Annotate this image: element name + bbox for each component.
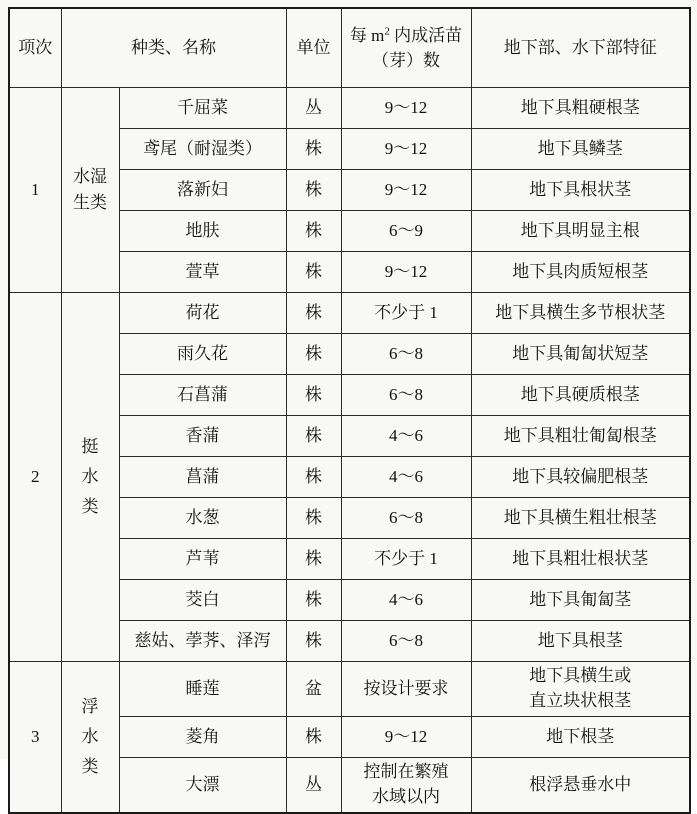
species-name: 大漂 [119,758,286,814]
group-label-char: 水 [81,467,99,487]
species-name: 水葱 [119,498,286,539]
species-feature: 地下具硬质根茎 [471,375,690,416]
species-feature: 地下具肉质短根茎 [471,252,690,293]
species-feature: 地下具粗壮根状茎 [471,539,690,580]
species-name: 鸢尾（耐湿类） [119,129,286,170]
section-index-2: 2 [9,293,61,662]
species-count: 9～12 [341,717,471,758]
species-unit: 株 [286,580,341,621]
species-count: 9～12 [341,129,471,170]
species-feature: 地下具横生多节根状茎 [471,293,690,334]
species-name: 千屈菜 [119,88,286,129]
table-row [9,293,690,334]
species-count-line1: 控制在繁殖 [363,762,449,782]
table-header-row [9,8,690,88]
species-count: 9～12 [341,252,471,293]
group-label-char: 挺 [81,437,99,457]
species-feature: 地下具粗硬根茎 [471,88,690,129]
species-name: 慈姑、荸荠、泽泻 [119,621,286,662]
square-meter-superscript: 2 [384,24,390,37]
count-header-prefix: 每 m [349,25,385,45]
species-name: 菱角 [119,717,286,758]
species-unit: 株 [286,293,341,334]
species-feature: 地下具根状茎 [471,170,690,211]
species-unit: 株 [286,717,341,758]
column-header-species: 种类、名称 [61,8,286,88]
species-name: 石菖蒲 [119,375,286,416]
species-feature: 地下具粗壮匍匐根茎 [471,416,690,457]
group-label-text: 水湿生类 [73,167,107,212]
species-unit: 株 [286,539,341,580]
group-label-char: 浮 [81,697,99,717]
species-count: 4～6 [341,580,471,621]
species-name: 菖蒲 [119,457,286,498]
section-index-1: 1 [9,88,61,293]
count-header-suffix: 内成活苗 [389,25,463,45]
species-name: 地肤 [119,211,286,252]
species-count: 按设计要求 [341,662,471,717]
species-unit: 株 [286,334,341,375]
species-feature: 地下具较偏肥根茎 [471,457,690,498]
species-name: 萱草 [119,252,286,293]
section-group-2 [61,293,119,662]
species-name: 雨久花 [119,334,286,375]
species-count: 不少于 1 [341,539,471,580]
column-header-count [341,8,471,88]
species-feature [471,662,690,717]
species-unit: 株 [286,457,341,498]
species-unit: 株 [286,211,341,252]
table-header [9,8,690,88]
species-feature: 地下具明显主根 [471,211,690,252]
species-name: 落新妇 [119,170,286,211]
section-group-1 [61,88,119,293]
group-label-char: 类 [81,496,99,516]
section-group-3 [61,662,119,814]
species-unit: 株 [286,170,341,211]
column-header-count-line1 [345,23,468,49]
table-body [9,88,690,814]
species-unit: 盆 [286,662,341,717]
species-unit: 丛 [286,88,341,129]
species-name: 芦苇 [119,539,286,580]
species-name: 香蒲 [119,416,286,457]
species-unit: 株 [286,621,341,662]
species-feature: 地下具匍匐状短茎 [471,334,690,375]
table-row [9,88,690,129]
table-row [9,662,690,717]
species-count: 9～12 [341,170,471,211]
species-count: 4～6 [341,416,471,457]
species-count: 6～9 [341,211,471,252]
species-count: 9～12 [341,88,471,129]
species-feature-line2: 直立块状根茎 [529,691,632,710]
section-index-3: 3 [9,662,61,814]
column-header-index: 项次 [9,8,61,88]
species-feature: 地下具根茎 [471,621,690,662]
species-unit: 株 [286,129,341,170]
species-feature: 地下根茎 [471,717,690,758]
column-header-count-line2: （芽）数 [372,51,440,70]
species-name: 茭白 [119,580,286,621]
aquatic-plant-spec-table [8,7,691,814]
species-count: 6～8 [341,621,471,662]
species-unit: 株 [286,252,341,293]
species-feature: 地下具鳞茎 [471,129,690,170]
species-feature: 地下具横生粗壮根茎 [471,498,690,539]
species-count: 4～6 [341,457,471,498]
column-header-unit: 单位 [286,8,341,88]
species-feature-line1: 地下具横生或 [529,666,632,686]
species-name: 荷花 [119,293,286,334]
species-count: 6～8 [341,375,471,416]
species-count: 6～8 [341,334,471,375]
species-unit: 株 [286,416,341,457]
species-name: 睡莲 [119,662,286,717]
species-count: 不少于 1 [341,293,471,334]
species-count [341,758,471,814]
species-unit: 株 [286,375,341,416]
species-count: 6～8 [341,498,471,539]
species-feature: 地下具匍匐茎 [471,580,690,621]
group-label-text [82,692,99,781]
species-count-line2: 水域以内 [372,787,440,806]
group-label-char: 水 [81,727,99,747]
species-unit: 丛 [286,758,341,814]
species-unit: 株 [286,498,341,539]
column-header-feature: 地下部、水下部特征 [471,8,690,88]
group-label-text [82,432,99,521]
group-label-char: 类 [81,756,99,776]
species-feature: 根浮悬垂水中 [471,758,690,814]
